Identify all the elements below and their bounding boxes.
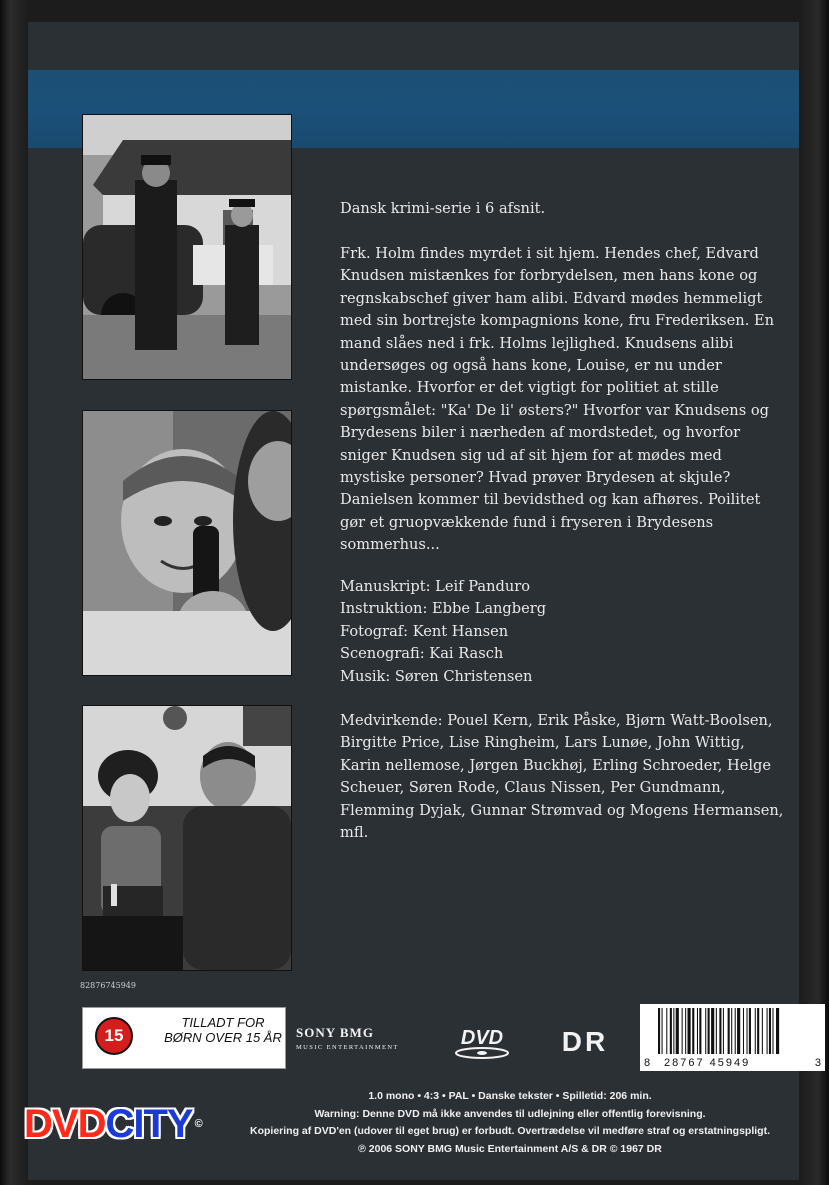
watermark-dvd: DVD bbox=[24, 1102, 106, 1146]
sony-bmg-wordmark: SONY BMG bbox=[296, 1025, 374, 1040]
credits bbox=[340, 576, 786, 688]
photo-police-officers bbox=[82, 114, 292, 380]
barcode-digit-first: 8 bbox=[644, 1057, 651, 1069]
sony-bmg-subtitle: MUSIC ENTERTAINMENT bbox=[296, 1044, 399, 1051]
copy-warning: Kopiering af DVD'en (udover til eget brug) er forbudt. Overtrædelse vil medføre straf og erstatningspligt. bbox=[250, 1125, 770, 1137]
dvd-logo bbox=[452, 1022, 512, 1060]
watermark-city: CITY bbox=[105, 1102, 193, 1146]
synopsis: Frk. Holm findes myrdet i sit hjem. Hendes chef, Edvard Knudsen mistænkes for forbrydelsen, men hans kone og regnskabschef giver ham alibi. Edvard mødes hemmeligt med sin bortrejste kompagnions kone, fru Frederiksen. En mand slåes ned i frk. Holms lejlighed. Knudsens alibi undersøges og også hans kone, Louise, er nu under mistanke. Hvorfor er det vigtigt for politiet at stille spørgsmålet: "Ka' De li' østers?" Hvorfor var Knudsens og Brydesens biler i nærheden af mordstedet, og hvorfor sniger Knudsen sig ud af sit hjem for at mødes med mystiske personer? Hvad prøver Brydesen at skjule? Danielsen kommer til bevidsthed og kan afhøres. Poilitet gør et gruopvækkende fund i fryseren i Brydesens sommerhus... bbox=[340, 245, 775, 554]
tagline: Dansk krimi-serie i 6 afsnit. bbox=[340, 200, 546, 217]
dr-logo-text: DR bbox=[561, 1026, 609, 1056]
photo-couple-at-table bbox=[82, 705, 292, 971]
dvdcity-watermark bbox=[24, 1100, 202, 1148]
copyright-line: ℗ 2006 SONY BMG Music Entertainment A/S & DR © 1967 DR bbox=[358, 1142, 662, 1155]
tech-specs: 1.0 mono • 4:3 • PAL • Danske tekster • Spilletid: 206 min. bbox=[368, 1090, 652, 1102]
credit-music: Musik: Søren Christensen bbox=[340, 667, 533, 685]
credit-director: Instruktion: Ebbe Langberg bbox=[340, 600, 547, 618]
back-cover bbox=[28, 22, 821, 1180]
credit-writer: Manuskript: Leif Panduro bbox=[340, 578, 530, 595]
dvd-logo-text: DVD bbox=[460, 1027, 504, 1049]
age-rating-box bbox=[82, 1007, 286, 1069]
barcode bbox=[640, 1004, 825, 1071]
barcode-bars bbox=[644, 1008, 821, 1054]
legal-text bbox=[250, 1088, 770, 1158]
warning-text: Warning: Denne DVD må ikke anvendes til udlejning eller offentlig forevisning. bbox=[314, 1107, 706, 1120]
credit-photographer: Fotograf: Kent Hansen bbox=[340, 622, 509, 640]
age-rating-badge: 15 bbox=[95, 1017, 133, 1055]
sony-bmg-logo bbox=[296, 1025, 426, 1061]
watermark-copyright: © bbox=[194, 1118, 202, 1130]
photo-man-on-phone bbox=[82, 410, 292, 676]
cast-list: Medvirkende: Pouel Kern, Erik Påske, Bjørn Watt-Boolsen, Birgitte Price, Lise Ringheim, Lars Lunøe, John Wittig, Karin nellemose, Jørgen Buckhøj, Erling Schroeder, Helge Scheuer, Søren Rode, Claus Nissen, Per Gundmann, Flemming Dyjak, Gunnar Strømvad og Mogens Hermansen, mfl. bbox=[340, 712, 784, 842]
credit-set-design: Scenografi: Kai Rasch bbox=[340, 645, 504, 663]
barcode-digit-last: 3 bbox=[814, 1057, 821, 1069]
barcode-digits-middle: 28767 45949 bbox=[664, 1057, 751, 1069]
dr-logo bbox=[542, 1026, 628, 1056]
catalog-number: 82876745949 bbox=[80, 981, 136, 990]
age-rating-text: TILLADT FOR BØRN OVER 15 ÅR bbox=[164, 1015, 282, 1045]
